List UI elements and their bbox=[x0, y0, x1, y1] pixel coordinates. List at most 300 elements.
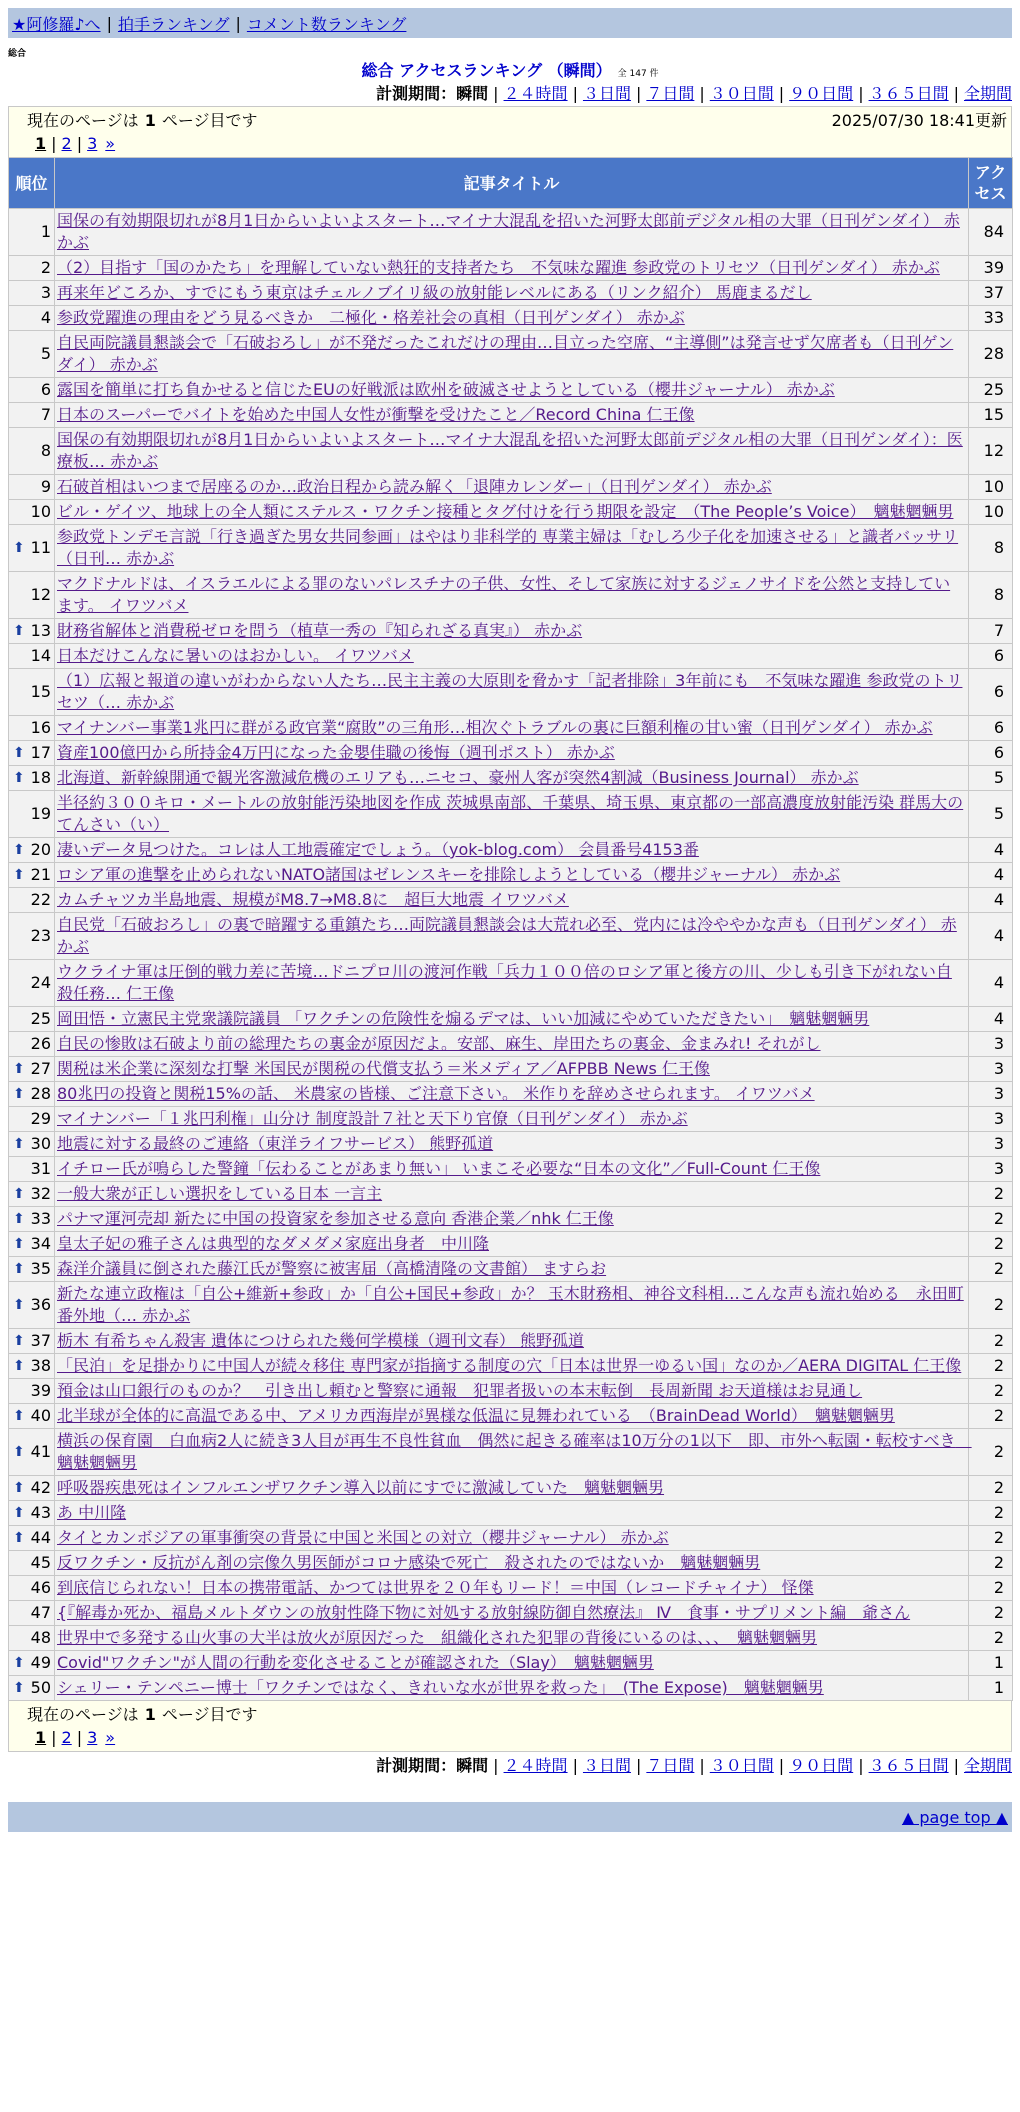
page-top-link[interactable]: ▲ page top ▲ bbox=[901, 1808, 1008, 1827]
access-count: 39 bbox=[969, 256, 1013, 281]
title-cell bbox=[55, 1429, 972, 1476]
article-link[interactable]: 80兆円の投資と関税15%の話、 米農家の皆様、ご注意下さい。 米作りを辞めさせられます。 イワツバメ bbox=[57, 1084, 815, 1103]
access-count: 2 bbox=[969, 1429, 1013, 1476]
title-cell bbox=[55, 619, 969, 644]
section-label: 総合 bbox=[8, 49, 27, 59]
period-link[interactable]: ３６５日間 bbox=[868, 84, 949, 103]
table-row bbox=[9, 1182, 1013, 1207]
period-link[interactable]: ３０日間 bbox=[709, 84, 774, 103]
period-label: 計測期間： bbox=[376, 1756, 457, 1775]
title-cell bbox=[55, 1379, 969, 1404]
ranking-title: 総合 アクセスランキング （瞬間） bbox=[361, 61, 612, 80]
rank-number: 47 bbox=[30, 1603, 51, 1622]
access-count: 6 bbox=[969, 741, 1013, 766]
rank-up-arrow-icon: ⬆ bbox=[13, 1680, 25, 1696]
article-link[interactable]: 関税は米企業に深刻な打撃 米国民が関税の代償支払う＝米メディア／AFPBB News 仁王像 bbox=[57, 1059, 710, 1078]
rank-up-arrow-icon: ⬆ bbox=[13, 1086, 25, 1102]
access-count: 2 bbox=[969, 1526, 1013, 1551]
article-link[interactable]: 一般大衆が正しい選択をしている日本 一言主 bbox=[57, 1184, 383, 1203]
rank-up-arrow-icon: ⬆ bbox=[13, 1211, 25, 1227]
rank-up-arrow-icon: ⬆ bbox=[13, 1530, 25, 1546]
period-separator: | bbox=[699, 84, 705, 103]
rank-number: 24 bbox=[30, 973, 51, 992]
pagination-link[interactable]: 3 bbox=[87, 134, 98, 153]
article-link[interactable]: 日本のスーパーでバイトを始めた中国人女性が衝撃を受けたこと／Record China 仁王像 bbox=[57, 405, 695, 424]
clap-ranking-link[interactable]: 拍手ランキング bbox=[117, 14, 230, 34]
period-link[interactable]: ７日間 bbox=[646, 1756, 695, 1775]
period-separator: | bbox=[493, 84, 499, 103]
period-separator: | bbox=[572, 84, 578, 103]
access-count: 2 bbox=[969, 1257, 1013, 1282]
table-row bbox=[9, 1032, 1013, 1057]
rank-cell bbox=[9, 888, 55, 913]
rank-cell bbox=[9, 500, 55, 525]
title-cell bbox=[55, 331, 969, 378]
article-link[interactable]: タイとカンボジアの軍事衝突の背景に中国と米国との対立（櫻井ジャーナル） 赤かぶ bbox=[57, 1528, 669, 1547]
rank-number: 19 bbox=[30, 804, 51, 823]
nav-separator: | bbox=[235, 13, 241, 33]
table-row bbox=[9, 960, 1013, 1007]
rank-number: 15 bbox=[30, 682, 51, 701]
table-row bbox=[9, 256, 1013, 281]
article-link[interactable]: ロシア軍の進撃を止められないNATO諸国はゼレンスキーを排除しようとしている（櫻井ジャーナル） 赤かぶ bbox=[57, 865, 841, 884]
table-row bbox=[9, 1429, 1013, 1476]
table-row bbox=[9, 306, 1013, 331]
rank-up-arrow-icon: ⬆ bbox=[13, 1061, 25, 1077]
rank-cell bbox=[9, 1379, 55, 1404]
article-link[interactable]: 「民泊」を足掛かりに中国人が続々移住 専門家が指摘する制度の穴「日本は世界一ゆるい国」なのか／AERA DIGITAL 仁王像 bbox=[57, 1356, 962, 1375]
rank-number: 2 bbox=[40, 258, 51, 277]
current-page-text bbox=[27, 1703, 258, 1727]
table-row bbox=[9, 1257, 1013, 1282]
title-cell bbox=[55, 1626, 969, 1651]
rank-cell bbox=[9, 766, 55, 791]
rank-number: 1 bbox=[40, 222, 51, 241]
title-cell bbox=[55, 1576, 969, 1601]
article-link[interactable]: 資産100億円から所持金4万円になった金嬰佳職の後悔（週刊ポスト） 赤かぶ bbox=[57, 743, 615, 762]
article-link[interactable]: 参政党トンデモ言説「行き過ぎた男女共同参画」はやはり非科学的 専業主婦は「むしろ少子化を加速させる」と識者バッサリ（日刊… 赤かぶ bbox=[57, 527, 959, 568]
access-count: 3 bbox=[969, 1032, 1013, 1057]
article-link[interactable]: 再来年どころか、すでにもう東京はチェルノブイリ級の放射能レベルにある（リンク紹介） 馬鹿まるだし bbox=[57, 283, 812, 302]
period-separator: | bbox=[493, 1756, 499, 1775]
rank-up-arrow-icon: ⬆ bbox=[13, 745, 25, 761]
title-cell bbox=[55, 960, 969, 1007]
rank-number: 9 bbox=[40, 477, 51, 496]
title-cell bbox=[55, 306, 969, 331]
article-link[interactable]: （2）目指す「国のかたち」を理解していない熱狂的支持者たち 不気味な躍進 参政党のトリセツ（日刊ゲンダイ） 赤かぶ bbox=[57, 258, 940, 277]
header-access: アクセス bbox=[969, 158, 1013, 209]
rank-number: 31 bbox=[30, 1159, 51, 1178]
period-link[interactable]: 全期間 bbox=[963, 1756, 1012, 1775]
article-link[interactable]: 国保の有効期限切れが8月1日からいよいよスタート…マイナ大混乱を招いた河野太郎前デジタル相の大罪（日刊ゲンダイ） 赤かぶ bbox=[57, 211, 960, 252]
article-link[interactable]: ビル・ゲイツ、地球上の全人類にステルス・ワクチン接種とタグ付けを行う期限を設定 （The People’s Voice） 魑魅魍魎男 bbox=[57, 502, 954, 521]
rank-cell bbox=[9, 863, 55, 888]
ranking-table bbox=[8, 157, 1013, 1701]
rank-up-arrow-icon: ⬆ bbox=[13, 1186, 25, 1202]
table-row bbox=[9, 1526, 1013, 1551]
rank-number: 4 bbox=[40, 308, 51, 327]
rank-cell bbox=[9, 838, 55, 863]
pagination-next[interactable]: » bbox=[105, 1728, 116, 1747]
table-row bbox=[9, 1207, 1013, 1232]
title-cell bbox=[55, 1007, 969, 1032]
rank-up-arrow-icon: ⬆ bbox=[13, 1505, 25, 1521]
title-cell bbox=[55, 1157, 969, 1182]
table-row bbox=[9, 1082, 1013, 1107]
page-text-post: ページ目です bbox=[161, 111, 258, 130]
access-count: 2 bbox=[969, 1282, 1013, 1329]
access-count: 28 bbox=[969, 331, 1013, 378]
rank-cell bbox=[9, 1007, 55, 1032]
period-link[interactable]: ３０日間 bbox=[709, 1756, 774, 1775]
access-count: 2 bbox=[969, 1551, 1013, 1576]
access-count: 2 bbox=[969, 1501, 1013, 1526]
title-cell bbox=[55, 1476, 969, 1501]
access-count: 15 bbox=[969, 403, 1013, 428]
rank-number: 5 bbox=[40, 344, 51, 363]
article-link[interactable]: あ 中川隆 bbox=[57, 1503, 127, 1522]
access-count: 2 bbox=[969, 1329, 1013, 1354]
access-count: 1 bbox=[969, 1651, 1013, 1676]
period-link[interactable]: ３日間 bbox=[582, 84, 631, 103]
article-link[interactable]: 露国を簡単に打ち負かせると信じたEUの好戦派は欧州を破滅させようとしている（櫻井ジャーナル） 赤かぶ bbox=[57, 380, 835, 399]
period-link[interactable]: ３日間 bbox=[582, 1756, 631, 1775]
rank-cell bbox=[9, 741, 55, 766]
rank-number: 22 bbox=[30, 890, 51, 909]
title-cell bbox=[55, 1354, 969, 1379]
rank-cell bbox=[9, 791, 55, 838]
rank-up-arrow-icon: ⬆ bbox=[13, 1408, 25, 1424]
comment-ranking-link[interactable]: コメント数ランキング bbox=[246, 14, 407, 34]
rank-number: 23 bbox=[30, 926, 51, 945]
rank-number: 20 bbox=[30, 840, 51, 859]
table-row bbox=[9, 378, 1013, 403]
period-current: 瞬間 bbox=[456, 84, 489, 103]
article-link[interactable]: 栃木 有希ちゃん殺害 遺体につけられた幾何学模様（週刊文春） 熊野孤道 bbox=[57, 1331, 584, 1350]
table-row bbox=[9, 669, 1013, 716]
table-row bbox=[9, 1007, 1013, 1032]
table-row bbox=[9, 1676, 1013, 1701]
rank-cell bbox=[9, 209, 55, 256]
table-row bbox=[9, 888, 1013, 913]
access-count: 3 bbox=[969, 1157, 1013, 1182]
rank-up-arrow-icon: ⬆ bbox=[13, 540, 25, 556]
article-link[interactable]: マイナンバー「１兆円利権」山分け 制度設計７社と天下り官僚（日刊ゲンダイ） 赤かぶ bbox=[57, 1109, 688, 1128]
table-row bbox=[9, 863, 1013, 888]
period-separator: | bbox=[778, 84, 785, 103]
period-separator: | bbox=[572, 1756, 578, 1775]
rank-number: 35 bbox=[30, 1259, 51, 1278]
rank-cell bbox=[9, 475, 55, 500]
pagination-current: 1 bbox=[35, 1728, 47, 1747]
rank-number: 38 bbox=[30, 1356, 51, 1375]
rank-cell bbox=[9, 1404, 55, 1429]
page-number: 1 bbox=[144, 1705, 156, 1724]
rank-up-arrow-icon: ⬆ bbox=[13, 1333, 25, 1349]
rank-cell bbox=[9, 1032, 55, 1057]
page-info bbox=[8, 106, 1012, 157]
rank-cell bbox=[9, 1551, 55, 1576]
title-cell bbox=[55, 644, 969, 669]
access-count: 2 bbox=[969, 1404, 1013, 1429]
article-link[interactable]: 石破首相はいつまで居座るのか…政治日程から読み解く「退陣カレンダー」（日刊ゲンダイ） 赤かぶ bbox=[57, 477, 772, 496]
rank-number: 39 bbox=[30, 1381, 51, 1400]
rank-number: 29 bbox=[30, 1109, 51, 1128]
rank-number: 18 bbox=[30, 768, 51, 787]
pagination-next[interactable]: » bbox=[105, 134, 116, 153]
page-title bbox=[8, 60, 1012, 82]
rank-number: 21 bbox=[30, 865, 51, 884]
rank-cell bbox=[9, 1651, 55, 1676]
table-row bbox=[9, 644, 1013, 669]
rank-cell bbox=[9, 1626, 55, 1651]
period-separator: | bbox=[778, 1756, 785, 1775]
table-row bbox=[9, 475, 1013, 500]
article-link[interactable]: 財務省解体と消費税ゼロを問う（植草一秀の『知られざる真実』） 赤かぶ bbox=[57, 621, 583, 640]
access-count: 4 bbox=[969, 863, 1013, 888]
rank-number: 10 bbox=[30, 502, 51, 521]
article-link[interactable]: シェリー・テンペニー博士「ワクチンではなく、きれいな水が世界を救った」 (The Expose) 魑魅魍魎男 bbox=[57, 1678, 824, 1697]
page-info-bottom bbox=[8, 1701, 1012, 1752]
title-cell bbox=[55, 838, 969, 863]
table-row bbox=[9, 1057, 1013, 1082]
page-text-post: ページ目です bbox=[161, 1705, 258, 1724]
rank-cell bbox=[9, 1282, 55, 1329]
period-link[interactable]: 全期間 bbox=[963, 84, 1012, 103]
rank-number: 17 bbox=[30, 743, 51, 762]
page-text-pre: 現在のページは bbox=[27, 1705, 139, 1724]
rank-cell bbox=[9, 669, 55, 716]
title-cell bbox=[55, 378, 969, 403]
article-link[interactable]: 凄いデータ見つけた。コレは人工地震確定でしょう。（yok-blog.com） 会員番号4153番 bbox=[57, 840, 699, 859]
title-cell bbox=[55, 669, 969, 716]
access-count: 2 bbox=[969, 1232, 1013, 1257]
period-separator: | bbox=[858, 1756, 864, 1775]
rank-cell bbox=[9, 1601, 55, 1626]
article-link[interactable]: （1）広報と報道の違いがわからない人たち…民主主義の大原則を脅かす「記者排除」3年前にも 不気味な躍進 参政党のトリセツ（… 赤かぶ bbox=[57, 671, 963, 712]
table-row bbox=[9, 1501, 1013, 1526]
article-link[interactable]: 岡田悟・立憲民主党衆議院議員 「ワクチンの危険性を煽るデマは、いい加減にやめていただきたい」 魑魅魍魎男 bbox=[57, 1009, 870, 1028]
rank-up-arrow-icon: ⬆ bbox=[13, 1297, 25, 1313]
table-row bbox=[9, 1651, 1013, 1676]
pagination-link[interactable]: 2 bbox=[61, 134, 72, 153]
access-count: 5 bbox=[969, 791, 1013, 838]
rank-number: 12 bbox=[30, 585, 51, 604]
title-cell bbox=[55, 791, 969, 838]
article-link[interactable]: 横浜の保育園 白血病2人に続き3人目が再生不良性貧血 偶然に起きる確率は10万分の1以下 即、市外へ転園・転校すべき 魑魅魍魎男 bbox=[57, 1431, 972, 1472]
article-link[interactable]: 北半球が全体的に高温である中、アメリカ西海岸が異様な低温に見舞われている （BrainDead World） 魑魅魍魎男 bbox=[57, 1406, 895, 1425]
title-cell bbox=[55, 1107, 969, 1132]
access-count: 3 bbox=[969, 1082, 1013, 1107]
title-cell bbox=[55, 1404, 969, 1429]
article-link[interactable]: 呼吸器疾患死はインフルエンザワクチン導入以前にすでに激減していた 魑魅魍魎男 bbox=[57, 1478, 665, 1497]
title-cell bbox=[55, 1601, 969, 1626]
article-link[interactable]: {『解毒か死か、福島メルトダウンの放射性降下物に対処する放射線防御自然療法』 Ⅳ 食事・サプリメント編 爺さん bbox=[57, 1603, 911, 1622]
title-cell bbox=[55, 716, 969, 741]
article-link[interactable]: 反ワクチン・反抗がん剤の宗像久男医師がコロナ感染で死亡 殺されたのではないか 魑魅魍魎男 bbox=[57, 1553, 761, 1572]
rank-number: 28 bbox=[30, 1084, 51, 1103]
period-selector bbox=[8, 82, 1012, 106]
rank-cell bbox=[9, 378, 55, 403]
rank-number: 25 bbox=[30, 1009, 51, 1028]
home-link[interactable]: ★阿修羅♪へ bbox=[12, 14, 101, 34]
rank-cell bbox=[9, 619, 55, 644]
access-count: 2 bbox=[969, 1354, 1013, 1379]
article-link[interactable]: 森洋介議員に倒された藤江氏が警察に被害届（高橋清隆の文書館） ますらお bbox=[57, 1259, 607, 1278]
period-link[interactable]: ９０日間 bbox=[789, 1756, 854, 1775]
article-link[interactable]: 国保の有効期限切れが8月1日からいよいよスタート…マイナ大混乱を招いた河野太郎前デジタル相の大罪（日刊ゲンダイ）：医療板… 赤かぶ bbox=[57, 430, 963, 471]
rank-number: 6 bbox=[40, 380, 51, 399]
table-row bbox=[9, 525, 1013, 572]
rank-number: 27 bbox=[30, 1059, 51, 1078]
rank-cell bbox=[9, 1057, 55, 1082]
period-separator: | bbox=[635, 1756, 642, 1775]
table-row bbox=[9, 1282, 1013, 1329]
rank-cell bbox=[9, 306, 55, 331]
article-link[interactable]: 皇太子妃の雅子さんは典型的なダメダメ家庭出身者 中川隆 bbox=[57, 1234, 490, 1253]
rank-cell bbox=[9, 525, 55, 572]
title-cell bbox=[55, 428, 969, 475]
title-cell bbox=[55, 1282, 969, 1329]
header-rank: 順位 bbox=[9, 158, 55, 209]
title-cell bbox=[55, 741, 969, 766]
title-cell bbox=[55, 209, 969, 256]
nav-separator: | bbox=[106, 13, 112, 33]
rank-number: 45 bbox=[30, 1553, 51, 1572]
table-row bbox=[9, 1551, 1013, 1576]
article-link[interactable]: Covid"ワクチン"が人間の行動を変化させることが確認された（Slay） 魑魅魍魎男 bbox=[57, 1653, 654, 1672]
rank-cell bbox=[9, 281, 55, 306]
rank-number: 14 bbox=[30, 646, 51, 665]
rank-cell bbox=[9, 1526, 55, 1551]
access-count: 2 bbox=[969, 1379, 1013, 1404]
access-count: 4 bbox=[969, 838, 1013, 863]
rank-up-arrow-icon: ⬆ bbox=[13, 1136, 25, 1152]
period-link[interactable]: ７日間 bbox=[646, 84, 695, 103]
rank-up-arrow-icon: ⬆ bbox=[13, 1655, 25, 1671]
title-cell bbox=[55, 1057, 969, 1082]
article-link[interactable]: 半径約３００キロ・メートルの放射能汚染地図を作成 茨城県南部、千葉県、埼玉県、東京都の一部高濃度放射能汚染 群馬大のてんさい（い） bbox=[57, 793, 964, 834]
title-cell bbox=[55, 256, 969, 281]
article-link[interactable]: 自民両院議員懇談会で「石破おろし」が不発だったこれだけの理由…目立った空席、“主導側”は発言せず欠席者も（日刊ゲンダイ） 赤かぶ bbox=[57, 333, 954, 374]
period-current: 瞬間 bbox=[456, 1756, 489, 1775]
period-link[interactable]: ２４時間 bbox=[503, 1756, 568, 1775]
period-link[interactable]: ９０日間 bbox=[789, 84, 854, 103]
rank-number: 8 bbox=[40, 441, 51, 460]
period-link[interactable]: ２４時間 bbox=[503, 84, 568, 103]
rank-cell bbox=[9, 403, 55, 428]
table-row bbox=[9, 913, 1013, 960]
table-row bbox=[9, 428, 1013, 475]
rank-number: 50 bbox=[30, 1678, 51, 1697]
rank-number: 49 bbox=[30, 1653, 51, 1672]
period-selector-bottom bbox=[8, 1754, 1012, 1778]
page-text-pre: 現在のページは bbox=[27, 111, 139, 130]
period-separator: | bbox=[635, 84, 642, 103]
article-link[interactable]: 新たな連立政権は「自公+維新+参政」か「自公+国民+参政」か？ 玉木財務相、神谷文科相…こんな声も流れ始める 永田町番外地（… 赤かぶ bbox=[57, 1284, 964, 1325]
rank-up-arrow-icon: ⬆ bbox=[13, 623, 25, 639]
access-count: 4 bbox=[969, 960, 1013, 1007]
article-link[interactable]: ウクライナ軍は圧倒的戦力差に苦境…ドニプロ川の渡河作戦「兵力１００倍のロシア軍と後方の川、少しも引き下がれない自殺任務… 仁王像 bbox=[57, 962, 952, 1003]
rank-number: 3 bbox=[40, 283, 51, 302]
rank-cell bbox=[9, 256, 55, 281]
pagination-separator: | bbox=[76, 134, 83, 153]
page-status bbox=[27, 109, 1007, 133]
access-count: 6 bbox=[969, 644, 1013, 669]
access-count: 37 bbox=[969, 281, 1013, 306]
title-cell bbox=[55, 1232, 969, 1257]
rank-number: 44 bbox=[30, 1528, 51, 1547]
article-link[interactable]: パナマ運河売却 新たに中国の投資家を参加させる意向 香港企業／nhk 仁王像 bbox=[57, 1209, 614, 1228]
table-row bbox=[9, 281, 1013, 306]
article-link[interactable]: 預金は山口銀行のものか？ 引き出し頼むと警察に通報 犯罪者扱いの本末転倒 長周新聞 お天道様はお見通し bbox=[57, 1381, 863, 1400]
rank-up-arrow-icon: ⬆ bbox=[13, 1358, 25, 1374]
article-link[interactable]: イチロー氏が鳴らした警鐘「伝わることがあまり無い」 いまこそ必要な“日本の文化”／Full-Count 仁王像 bbox=[57, 1159, 821, 1178]
table-row bbox=[9, 1404, 1013, 1429]
access-count: 8 bbox=[969, 572, 1013, 619]
rank-up-arrow-icon: ⬆ bbox=[13, 770, 25, 786]
article-link[interactable]: 日本だけこんなに暑いのはおかしい。 イワツバメ bbox=[57, 646, 414, 665]
pagination-current: 1 bbox=[35, 134, 47, 153]
table-row bbox=[9, 766, 1013, 791]
rank-number: 13 bbox=[30, 621, 51, 640]
table-row bbox=[9, 1329, 1013, 1354]
rank-up-arrow-icon: ⬆ bbox=[13, 1261, 25, 1277]
rank-number: 7 bbox=[40, 405, 51, 424]
table-row bbox=[9, 1232, 1013, 1257]
pagination-link[interactable]: 3 bbox=[87, 1728, 98, 1747]
footer-bar bbox=[8, 1802, 1012, 1832]
rank-cell bbox=[9, 1501, 55, 1526]
article-link[interactable]: 参政党躍進の理由をどう見るべきか 二極化・格差社会の真相（日刊ゲンダイ） 赤かぶ bbox=[57, 308, 685, 327]
article-link[interactable]: マイナンバー事業1兆円に群がる政官業“腐敗”の三角形…相次ぐトラブルの裏に巨額利権の甘い蜜（日刊ゲンダイ） 赤かぶ bbox=[57, 718, 933, 737]
table-row bbox=[9, 619, 1013, 644]
access-count: 4 bbox=[969, 888, 1013, 913]
rank-cell bbox=[9, 1082, 55, 1107]
table-row bbox=[9, 838, 1013, 863]
article-link[interactable]: マクドナルドは、イスラエルによる罪のないパレスチナの子供、女性、そして家族に対するジェノサイドを公然と支持しています。 イワツバメ bbox=[57, 574, 951, 615]
page-number: 1 bbox=[144, 111, 156, 130]
article-link[interactable]: 自民の惨敗は石破より前の総理たちの裏金が原因だよ。安部、麻生、岸田たちの裏金、金まみれ! それがし bbox=[57, 1034, 821, 1053]
access-count: 2 bbox=[969, 1476, 1013, 1501]
title-cell bbox=[55, 500, 969, 525]
title-cell bbox=[55, 766, 969, 791]
table-row bbox=[9, 1626, 1013, 1651]
access-count: 6 bbox=[969, 716, 1013, 741]
rank-cell bbox=[9, 1576, 55, 1601]
article-link[interactable]: 地震に対する最終のご連絡（東洋ライフサービス） 熊野孤道 bbox=[57, 1134, 494, 1153]
title-cell bbox=[55, 1676, 969, 1701]
period-link[interactable]: ３６５日間 bbox=[868, 1756, 949, 1775]
access-count: 5 bbox=[969, 766, 1013, 791]
pagination-link[interactable]: 2 bbox=[61, 1728, 72, 1747]
article-link[interactable]: 世界中で多発する山火事の大半は放火が原因だった 組織化された犯罪の背後にいるのは、、、 魑魅魍魎男 bbox=[57, 1628, 818, 1647]
article-link[interactable]: 自民党「石破おろし」の裏で暗躍する重鎮たち…両院議員懇談会は大荒れ必至、党内には冷ややかな声も（日刊ゲンダイ） 赤かぶ bbox=[57, 915, 957, 956]
access-count: 10 bbox=[969, 500, 1013, 525]
rank-up-arrow-icon: ⬆ bbox=[13, 1236, 25, 1252]
rank-cell bbox=[9, 1107, 55, 1132]
access-count: 2 bbox=[969, 1182, 1013, 1207]
rank-cell bbox=[9, 1207, 55, 1232]
rank-cell bbox=[9, 331, 55, 378]
title-cell bbox=[55, 525, 969, 572]
title-cell bbox=[55, 1132, 969, 1157]
table-row bbox=[9, 741, 1013, 766]
article-link[interactable]: カムチャツカ半島地震、規模がM8.7→M8.8に 超巨大地震 イワツバメ bbox=[57, 890, 569, 909]
article-link[interactable]: 北海道、新幹線開通で観光客激減危機のエリアも…ニセコ、豪州人客が突然4割減（Business Journal） 赤かぶ bbox=[57, 768, 859, 787]
article-link[interactable]: 到底信じられない！日本の携帯電話、かつては世界を２０年もリード！＝中国（レコードチャイナ） 怪傑 bbox=[57, 1578, 814, 1597]
access-count: 3 bbox=[969, 1057, 1013, 1082]
